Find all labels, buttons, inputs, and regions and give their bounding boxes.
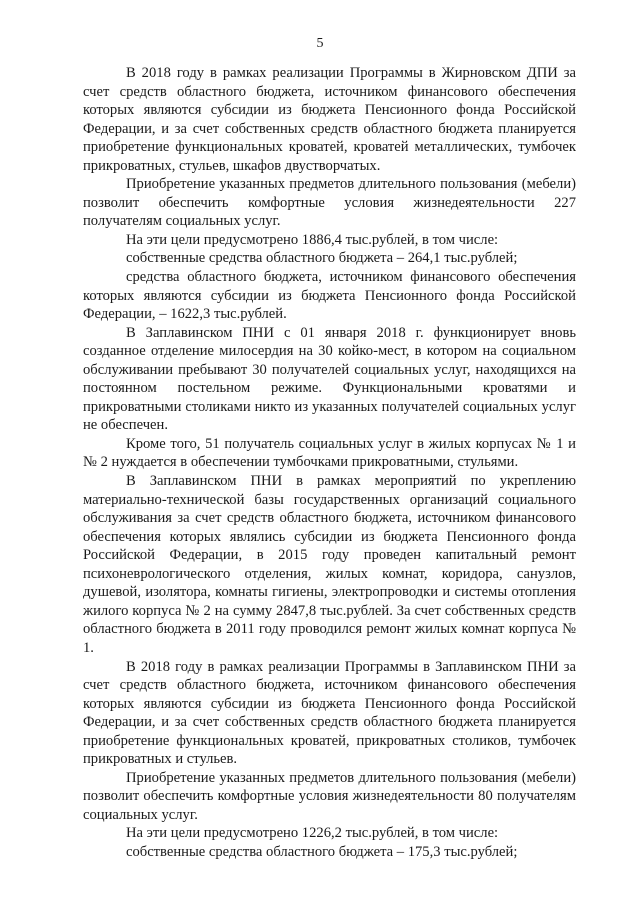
page-number: 5 (316, 36, 324, 51)
paragraph-zaplavinsky-mercy-department: В Заплавинском ПНИ с 01 января 2018 г. функционирует вновь созданное отделение милосердия на 30 койко-мест, в котором на социальном обслуживании пребывают 30 получателей социальных услуг, находящихся на постоянном постельном режиме. Функциональными кроватями и прикроватными столиками никто из указанных получателей социальных услуг не обеспечен. (83, 324, 576, 434)
paragraph-zhirnovsky-own-funds: собственные средства областного бюджета – 264,1 тыс.рублей; (126, 250, 518, 267)
paragraph-zaplavinsky-own-funds: собственные средства областного бюджета – 175,3 тыс.рублей; (126, 843, 518, 860)
paragraph-zaplavinsky-residents-needs: Кроме того, 51 получатель социальных услуг в жилых корпусах № 1 и № 2 нуждается в обеспечении тумбочками прикроватными, стульями. (83, 435, 576, 471)
paragraph-zhirnovsky-total-funds: На эти цели предусмотрено 1886,4 тыс.рублей, в том числе: (126, 231, 499, 248)
paragraph-zaplavinsky-repairs: В Заплавинском ПНИ в рамках мероприятий по укреплению материально-технической базы государственных организаций социального обслуживания за счет средств областного бюджета, источником финансового обеспечения которых являлись субсидии из бюджета Пенсионного фонда Российской Федерации, в 2015 году проведен капитальный ремонт психоневрологического отделения, жилых комнат, коридора, санузлов, душевой, изолятора, комнаты гигиены, электропроводки и системы отопления жилого корпуса № 2 на сумму 2847,8 тыс.рублей. За счет собственных средств областного бюджета в 2011 году проводился ремонт жилых комнат корпуса № 1. (83, 473, 576, 656)
paragraph-zhirnovsky-program: В 2018 году в рамках реализации Программы в Жирновском ДПИ за счет средств областного бюджета, источником финансового обеспечения которых являются субсидии из бюджета Пенсионного фонда Российской Федерации, и за счет собственных средств областного бюджета планируется приобретение функциональных кроватей, кроватей металлических, тумбочек прикроватных, стульев, шкафов двустворчатых. (83, 65, 576, 174)
paragraph-zaplavinsky-furniture-benefit: Приобретение указанных предметов длительного пользования (мебели) позволит обеспечить комфортные условия жизнедеятельности 80 получателям социальных услуг. (83, 769, 576, 823)
document-body (83, 64, 576, 862)
paragraph-zaplavinsky-total-funds: На эти цели предусмотрено 1226,2 тыс.рублей, в том числе: (126, 825, 499, 842)
paragraph-zaplavinsky-program: В 2018 году в рамках реализации Программы в Заплавинском ПНИ за счет средств областного бюджета, источником финансового обеспечения которых являются субсидии из бюджета Пенсионного фонда Российской Федерации, и за счет собственных средств областного бюджета планируется приобретение функциональных кроватей, прикроватных столиков, тумбочек прикроватных и стульев. (83, 658, 576, 768)
paragraph-zhirnovsky-furniture-benefit: Приобретение указанных предметов длительного пользования (мебели) позволит обеспечить комфортные условия жизнедеятельности 227 получателям социальных услуг. (83, 176, 576, 230)
paragraph-zhirnovsky-pension-fund-subsidy: средства областного бюджета, источником финансового обеспечения которых являются субсидии из бюджета Пенсионного фонда Российской Федерации, – 1622,3 тыс.рублей. (83, 269, 576, 323)
